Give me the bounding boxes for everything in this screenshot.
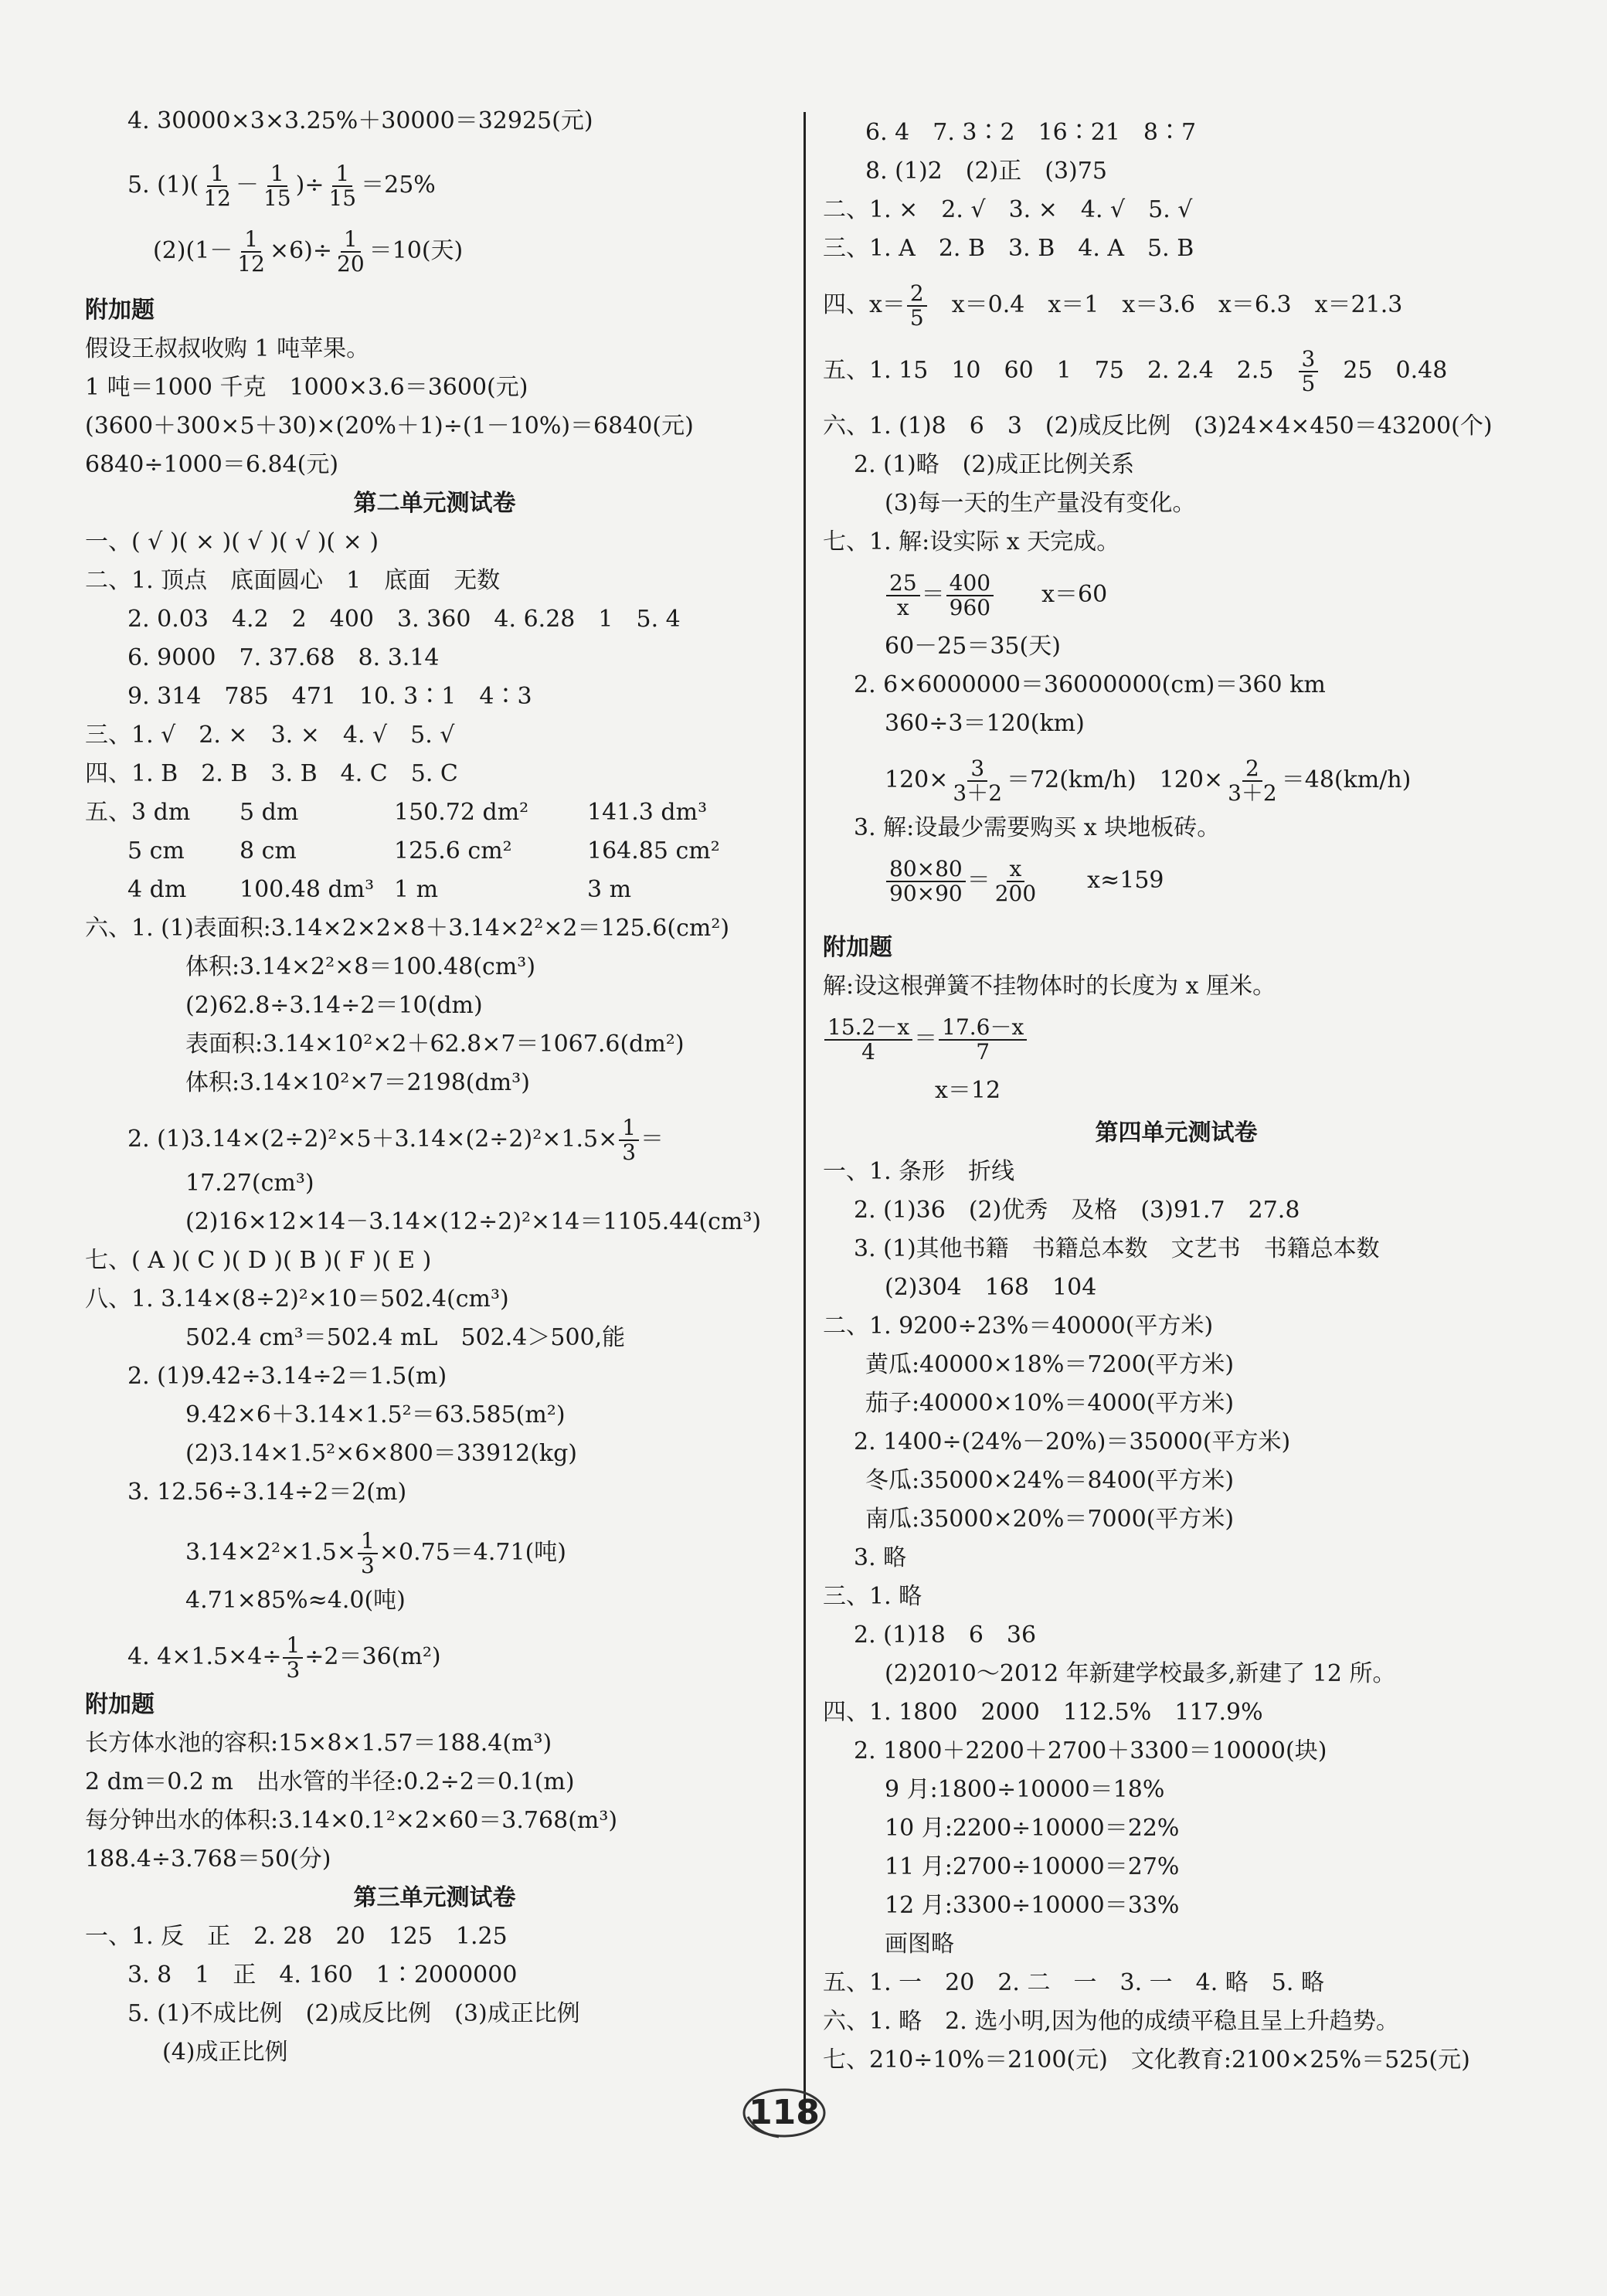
answer-line: 七、1. 解:设实际 x 天完成。 [823,528,1120,555]
answer-line: 六、1. (1)表面积:3.14×2×2×8＋3.14×2²×2＝125.6(cm²) [85,915,730,942]
answer-line: 二、1. 顶点 底面圆心 1 底面 无数 [85,567,501,594]
answer-line: 一、( √ )( × )( √ )( √ )( × ) [85,528,379,555]
unit-title: 第二单元测试卷 [353,490,516,517]
table-cell: 1 m [394,876,439,903]
table-cell: 125.6 cm² [394,837,512,864]
answer-line: 表面积:3.14×10²×2＋62.8×7＝1067.6(dm²) [185,1031,685,1058]
table-cell: 8 cm [240,837,297,864]
answer-line: 画图略 [885,1931,954,1958]
answer-line: 9. 314 785 471 10. 3∶1 4∶3 [127,683,532,710]
answer-line: 11 月:2700÷10000＝27% [885,1853,1180,1880]
answer-line: $\frac{15.2-x}{4}$ ＝ $\frac{17.6-x}{7}$ [823,1016,1028,1064]
answer-line: 360÷3＝120(km) [885,710,1085,737]
answer-line: $\frac{80\times 80}{90\times 90}$ ＝ $\frac{x}{200}$ x≈159 [885,858,1164,905]
answer-line: 每分钟出水的体积:3.14×0.1²×2×60＝3.768(m³) [85,1807,618,1834]
answer-line: 二、1. 9200÷23%＝40000(平方米) [823,1313,1214,1340]
answer-line: 6. 4 7. 3∶2 16∶21 8∶7 [865,119,1197,146]
answer-line: 120× $\frac{3}{3+2}$ ＝72(km/h) 120× $\frac{2}{3+2}$ ＝48(km/h) [885,756,1412,806]
answer-line: (2)62.8÷3.14÷2＝10(dm) [185,992,483,1019]
answer-line: (4)成正比例 [162,2039,288,2066]
extra-question-heading: 附加题 [85,1691,155,1718]
answer-line: 3. 8 1 正 4. 160 1∶2000000 [127,1961,518,1989]
answer-line: 长方体水池的容积:15×8×1.57＝188.4(m³) [85,1730,552,1757]
answer-line: 四、1. 1800 2000 112.5% 117.9% [823,1699,1263,1726]
answer-line: 2. (1)9.42÷3.14÷2＝1.5(m) [127,1363,447,1390]
answer-line: 17.27(cm³) [185,1170,314,1197]
answer-line: 10 月:2200÷10000＝22% [885,1815,1180,1842]
answer-line: 5. (1)( $\frac{1}{12}$ － $\frac{1}{15}$ )÷ $\frac{1}{15}$ ＝25% [127,161,436,211]
answer-line: 1 吨＝1000 千克 1000×3.6＝3600(元) [85,374,528,401]
unit-title: 第四单元测试卷 [1095,1119,1258,1146]
answer-line: 2. 1400÷(24%－20%)＝35000(平方米) [854,1428,1291,1455]
answer-line: 冬瓜:35000×24%＝8400(平方米) [865,1467,1235,1494]
answer-line: 七、210÷10%＝2100(元) 文化教育:2100×25%＝525(元) [823,2046,1470,2074]
answer-line: 3. 解:设最少需要购买 x 块地板砖。 [854,814,1221,841]
answer-line: 2. (1)略 (2)成正比例关系 [854,451,1135,478]
table-cell: 4 dm [127,876,187,903]
answer-line: 5. (1)不成比例 (2)成反比例 (3)成正比例 [127,2000,580,2027]
answer-line: x＝12 [935,1077,1001,1104]
table-cell: 100.48 dm³ [240,876,375,903]
answer-line: 3. (1)其他书籍 书籍总本数 文艺书 书籍总本数 [854,1235,1380,1262]
answer-line: 五、1. 一 20 2. 二 一 3. 一 4. 略 5. 略 [823,1969,1324,1996]
table-cell: 141.3 dm³ [587,799,708,826]
table-cell: 164.85 cm² [587,837,720,864]
answer-line: (2)2010～2012 年新建学校最多,新建了 12 所。 [885,1660,1396,1687]
answer-line: 2. (1)36 (2)优秀 及格 (3)91.7 27.8 [854,1197,1300,1224]
answer-line: 9.42×6＋3.14×1.5²＝63.585(m²) [185,1401,566,1428]
table-cell: 150.72 dm² [394,799,529,826]
answer-line: 六、1. (1)8 6 3 (2)成反比例 (3)24×4×450＝43200(个) [823,413,1493,440]
table-cell: 五、3 dm [85,799,191,826]
answer-line: 6840÷1000＝6.84(元) [85,451,339,478]
answer-line: 假设王叔叔收购 1 吨苹果。 [85,335,370,362]
answer-line: 2. 1800＋2200＋2700＋3300＝10000(块) [854,1737,1327,1764]
answer-line: 3. 12.56÷3.14÷2＝2(m) [127,1479,407,1506]
answer-line: 七、( A )( C )( D )( B )( F )( E ) [85,1247,432,1274]
answer-line: 三、1. A 2. B 3. B 4. A 5. B [823,235,1194,262]
answer-line: 八、1. 3.14×(8÷2)²×10＝502.4(cm³) [85,1286,509,1313]
answer-line: $\frac{25}{x}$ ＝ $\frac{400}{960}$ x＝60 [885,572,1107,620]
answer-line: (3600＋300×5＋30)×(20%＋1)÷(1－10%)＝6840(元) [85,413,694,440]
page-number: 118 [749,2093,820,2132]
answer-line: 2. 0.03 4.2 2 400 3. 360 4. 6.28 1 5. 4 [127,606,681,633]
extra-question-heading: 附加题 [85,297,155,324]
answer-line: 188.4÷3.768＝50(分) [85,1846,331,1873]
answer-line: 2. 6×6000000＝36000000(cm)＝360 km [854,671,1326,698]
table-cell: 5 dm [240,799,299,826]
answer-line: 2. (1)3.14×(2÷2)²×5＋3.14×(2÷2)²×1.5× $\frac{1}{3}$ ＝ [127,1115,664,1165]
answer-line: 四、x＝ $\frac{2}{5}$ x＝0.4 x＝1 x＝3.6 x＝6.3 x＝21.3 [823,280,1403,331]
answer-line: 三、1. √ 2. × 3. × 4. √ 5. √ [85,722,455,749]
answer-line: (2)16×12×14－3.14×(12÷2)²×14＝1105.44(cm³) [185,1208,762,1235]
answer-line: 502.4 cm³＝502.4 mL 502.4＞500,能 [185,1324,626,1351]
answer-line: 解:设这根弹簧不挂物体时的长度为 x 厘米。 [823,973,1276,1000]
answer-line: 体积:3.14×2²×8＝100.48(cm³) [185,953,536,980]
answer-line: (2)304 168 104 [885,1274,1097,1301]
table-cell: 5 cm [127,837,185,864]
answer-line: 9 月:1800÷10000＝18% [885,1776,1165,1803]
answer-line: 4.71×85%≈4.0(吨) [185,1587,406,1614]
answer-line: 3.14×2²×1.5× $\frac{1}{3}$ ×0.75＝4.71(吨) [185,1528,566,1578]
answer-line: 4. 30000×3×3.25%＋30000＝32925(元) [127,107,593,134]
answer-line: (2)3.14×1.5²×6×800＝33912(kg) [185,1440,578,1467]
unit-title: 第三单元测试卷 [353,1884,516,1911]
answer-line: (2)(1－ $\frac{1}{12}$ ×6)÷ $\frac{1}{20}$ ＝10(天) [153,226,464,277]
answer-line: 黄瓜:40000×18%＝7200(平方米) [865,1351,1235,1378]
answer-line: 一、1. 反 正 2. 28 20 125 1.25 [85,1923,508,1950]
answer-line: 2. (1)18 6 36 [854,1622,1037,1649]
answer-line: 茄子:40000×10%＝4000(平方米) [865,1390,1235,1417]
answer-line: 6. 9000 7. 37.68 8. 3.14 [127,644,440,671]
answer-line: 3. 略 [854,1544,907,1571]
page-number-badge [742,2086,827,2140]
answer-line: 四、1. B 2. B 3. B 4. C 5. C [85,760,458,787]
answer-line: 一、1. 条形 折线 [823,1158,1015,1185]
answer-line: 4. 4×1.5×4÷ $\frac{1}{3}$ ÷2＝36(m²) [127,1632,441,1683]
answer-line: 六、1. 略 2. 选小明,因为他的成绩平稳且呈上升趋势。 [823,2008,1399,2035]
answer-line: 体积:3.14×10²×7＝2198(dm³) [185,1069,530,1096]
answer-line: 2 dm＝0.2 m 出水管的半径:0.2÷2＝0.1(m) [85,1768,575,1795]
column-divider [804,112,806,2121]
answer-line: 三、1. 略 [823,1583,922,1610]
extra-question-heading: 附加题 [823,934,892,961]
answer-line: 8. (1)2 (2)正 (3)75 [865,158,1107,185]
answer-line: 五、1. 15 10 60 1 75 2. 2.4 2.5 $\frac{3}{5}$ 25 0.48 [823,346,1448,396]
answer-line: 南瓜:35000×20%＝7000(平方米) [865,1506,1235,1533]
answer-line: (3)每一天的生产量没有变化。 [885,490,1196,517]
answer-line: 60－25＝35(天) [885,633,1061,660]
answer-line: 12 月:3300÷10000＝33% [885,1892,1180,1919]
answer-line: 二、1. × 2. √ 3. × 4. √ 5. √ [823,196,1193,223]
table-cell: 3 m [587,876,632,903]
